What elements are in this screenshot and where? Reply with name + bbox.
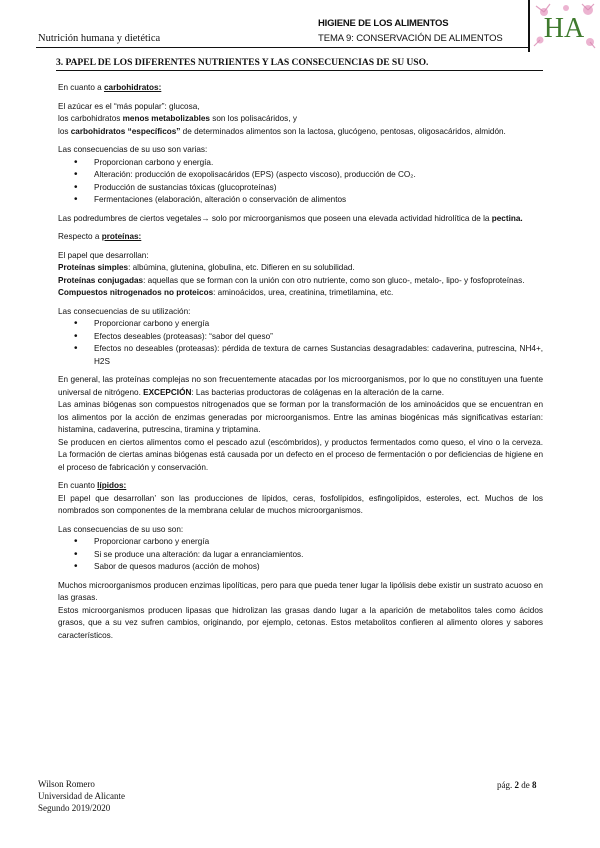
proteins-consequences-title: Las consecuencias de su utilización:	[58, 306, 191, 316]
proteins-amines: Las aminas biógenas son compuestos nitrogenados que se forman por la transformación de los aminoácidos que se encuentran en los alimentos por la acción de enzimas generadas por microorganismos. Entre las aminas biogénicas más significativas estarían: histamina, cadaverina, putrescina, tiramina y triptamina.	[58, 400, 543, 434]
carbs-intro: En cuanto a carbohidratos:	[58, 83, 162, 92]
section-rule	[56, 70, 543, 71]
footer-university: Universidad de Alicante	[38, 791, 125, 801]
header-rule	[36, 47, 530, 48]
lipids-consequences-title: Las consecuencias de su uso son:	[58, 524, 184, 534]
section-title: 3. PAPEL DE LOS DIFERENTES NUTRIENTES Y LAS CONSECUENCIAS DE SU USO.	[56, 57, 429, 68]
proteins-general: En general, las proteínas complejas no son frecuentemente atacadas por los microorganismos, por lo que no constituyen una fuente universal de nitrógeno. EXCEPCIÓN: Las bacterias productoras de colágenas en la alteración de la carne.	[58, 375, 543, 397]
list-item: • Sabor de quesos maduros (acción de mohos)	[58, 561, 543, 574]
proteins-amines-2: Se producen en ciertos alimentos como el pescado azul (escómbridos), y productos fermentados como queso, el vino o la cerveza. La formación de ciertas aminas biógenas está causada por un defecto en el proceso de fermentación o por deficiencias de higiene en el proceso de fabricación y conservación.	[58, 437, 543, 472]
document-title: HIGIENE DE LOS ALIMENTOS	[318, 18, 449, 29]
list-item: • Proporcionar carbono y energía	[58, 318, 543, 331]
document-subtitle: TEMA 9: CONSERVACIÓN DE ALIMENTOS	[318, 33, 503, 44]
proteins-intro: Respecto a proteínas:	[58, 232, 142, 241]
lipids-role: El papel que desarrollan’ son las producciones de lípidos, ceras, fosfolípidos, esfingolípidos, esteroles, ect. Muchos de los nombrados son componentes de la membrana celular de muchos microorganismos.	[58, 493, 543, 515]
footer-author-block	[38, 778, 125, 814]
list-item: • Fermentaciones (elaboración, alteración o conservación de alimentos	[58, 194, 543, 207]
list-item: • Proporcionar carbono y energía	[58, 536, 543, 549]
virus-logo-icon	[532, 2, 596, 50]
header-divider	[528, 0, 530, 52]
list-item: • Efectos no deseables (proteasas): pérdida de textura de carnes Sustancias desagradables: cadaverina, putrescina, NH4+, H2S	[58, 343, 543, 368]
carbs-line-3: los carbohidratos “específicos” de determinados alimentos son la lactosa, glucógeno, pentosas, oligosacáridos, almidón.	[58, 126, 506, 136]
carbs-consequences-list	[58, 157, 543, 207]
lipids-intro: En cuanto lípidos:	[58, 481, 127, 490]
list-item: • Alteración: producción de exopolisacáridos (EPS) (aspecto viscoso), producción de CO₂.	[58, 169, 543, 182]
carbs-line-1: El azúcar es el “más popular”: glucosa,	[58, 101, 200, 111]
carbs-closing: Las podredumbres de ciertos vegetales→ solo por microorganismos que poseen una elevada actividad hidrolítica de la pectina.	[58, 213, 523, 223]
proteins-non-protein: Compuestos nitrogenados no proteicos: aminoácidos, urea, creatinina, trimetilamina, etc.	[58, 288, 394, 297]
lipids-paragraph-2: Estos microorganismos producen lipasas que hidrolizan las grasas dando lugar a la aparición de metabolitos tales como ácidos grasos, que a su vez sufren cambios, originando, por ejemplo, cetonas. Estos metabolitos confieren al alimento olores y sabores característicos.	[58, 605, 543, 640]
carbs-line-2: los carbohidratos menos metabolizables son los polisacáridos, y	[58, 114, 297, 123]
logo-text: HA	[543, 13, 585, 44]
list-item: • Efectos deseables (proteasas): “sabor del queso”	[58, 331, 543, 344]
carbs-consequences-title: Las consecuencias de su uso son varias:	[58, 145, 208, 154]
footer-author: Wilson Romero	[38, 779, 95, 789]
list-item: • Producción de sustancias tóxicas (glucoproteínas)	[58, 182, 543, 195]
list-item: • Proporcionan carbono y energía.	[58, 157, 543, 170]
proteins-conjugated: Proteínas conjugadas: aquellas que se forman con la unión con otro nutriente, como son gluco-, metalo-, lipo- y fosfoproteínas.	[58, 275, 525, 285]
lipids-consequences-list	[58, 536, 543, 574]
proteins-role: El papel que desarrollan:	[58, 250, 149, 260]
proteins-consequences-list	[58, 318, 543, 368]
proteins-simple: Proteínas simples: albúmina, glutenina, globulina, etc. Difieren en su solubilidad.	[58, 263, 355, 272]
lipids-paragraph-1: Muchos microorganismos producen enzimas lipolíticas, pero para que pueda tener lugar la lipólisis debe existir un sustrato acuoso en las grasas.	[58, 580, 543, 602]
page-number: pág. 2 de 8	[497, 780, 537, 790]
list-item: • Si se produce una alteración: da lugar a enranciamientos.	[58, 549, 543, 562]
course-name: Nutrición humana y dietética	[38, 33, 161, 44]
document-body	[58, 82, 543, 642]
footer-term: Segundo 2019/2020	[38, 803, 111, 813]
